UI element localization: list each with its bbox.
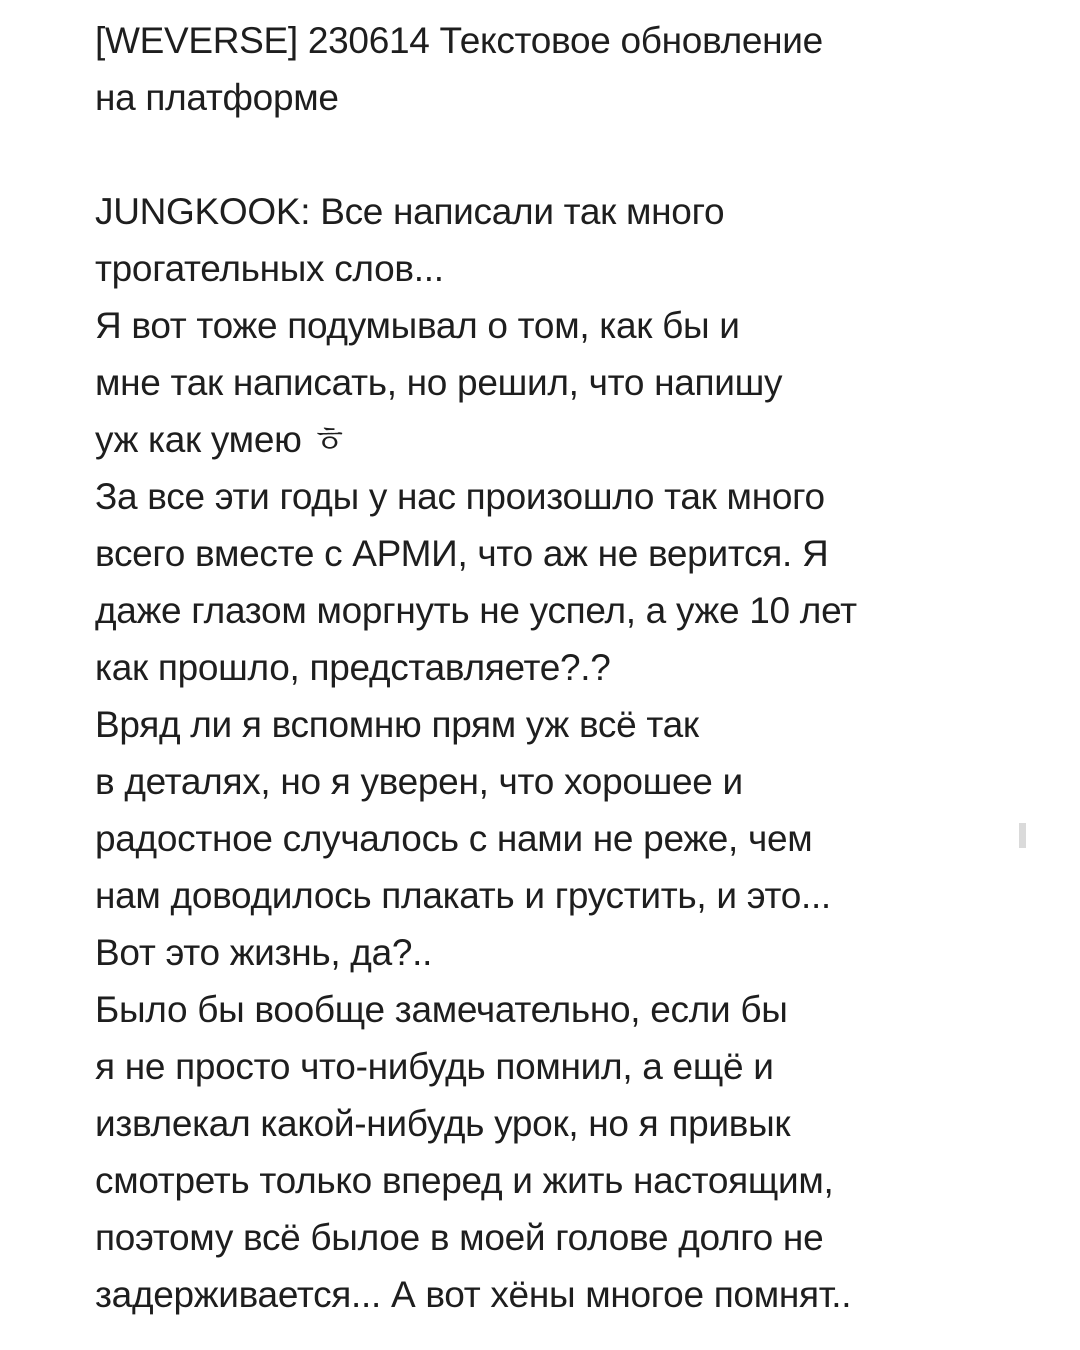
paragraph-gap bbox=[95, 126, 995, 183]
body-line: трогательных слов... bbox=[95, 248, 444, 289]
title-line: [WEVERSE] 230614 Текстовое обновление bbox=[95, 20, 823, 61]
post-body bbox=[95, 183, 995, 1323]
body-line: всего вместе с АРМИ, что аж не верится. Я bbox=[95, 533, 829, 574]
title-line: на платформе bbox=[95, 77, 339, 118]
body-line: задерживается... А вот хёны многое помнят.. bbox=[95, 1274, 852, 1315]
body-line: Вот это жизнь, да?.. bbox=[95, 932, 433, 973]
body-line: я не просто что-нибудь помнил, а ещё и bbox=[95, 1046, 774, 1087]
body-line: радостное случалось с нами не реже, чем bbox=[95, 818, 813, 859]
body-line: JUNGKOOK: Все написали так много bbox=[95, 191, 725, 232]
post-title bbox=[95, 12, 995, 126]
scrollbar-thumb[interactable] bbox=[1019, 823, 1026, 848]
body-line: За все эти годы у нас произошло так много bbox=[95, 476, 825, 517]
body-line: как прошло, представляете?.? bbox=[95, 647, 611, 688]
post-text bbox=[95, 12, 995, 1323]
body-line: даже глазом моргнуть не успел, а уже 10 лет bbox=[95, 590, 857, 631]
body-line: извлекал какой-нибудь урок, но я привык bbox=[95, 1103, 791, 1144]
body-line: смотреть только вперед и жить настоящим, bbox=[95, 1160, 834, 1201]
body-line: уж как умею ㅎ bbox=[95, 419, 347, 460]
body-line: Было бы вообще замечательно, если бы bbox=[95, 989, 788, 1030]
body-line: поэтому всё былое в моей голове долго не bbox=[95, 1217, 824, 1258]
body-line: Я вот тоже подумывал о том, как бы и bbox=[95, 305, 740, 346]
body-line: Вряд ли я вспомню прям уж всё так bbox=[95, 704, 699, 745]
body-line: нам доводилось плакать и грустить, и это... bbox=[95, 875, 831, 916]
body-line: мне так написать, но решил, что напишу bbox=[95, 362, 783, 403]
body-line: в деталях, но я уверен, что хорошее и bbox=[95, 761, 743, 802]
